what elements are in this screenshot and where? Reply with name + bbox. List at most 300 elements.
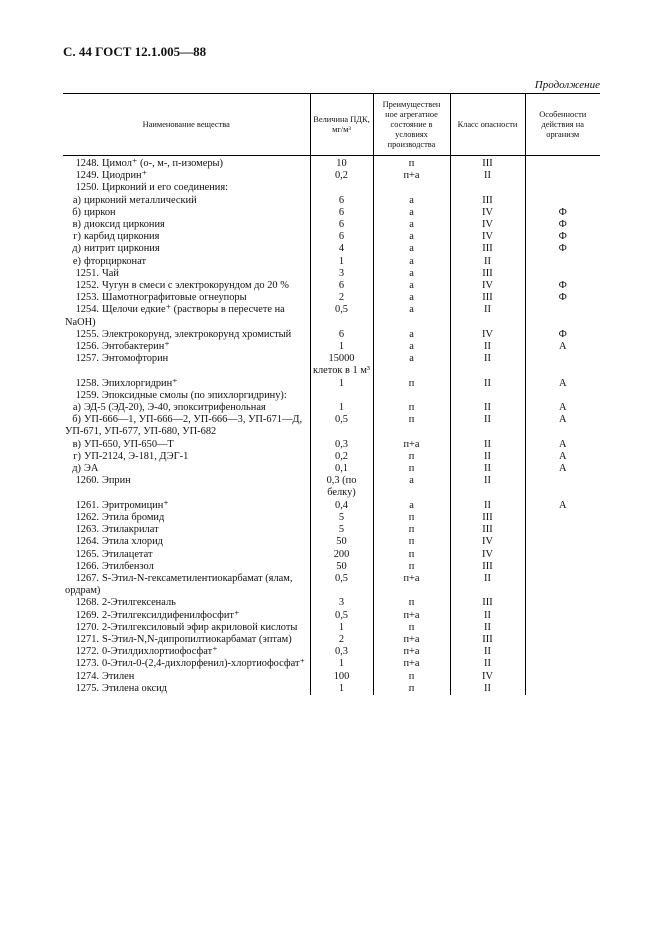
col-header-hazard-class: Класс опасности [450, 94, 525, 156]
cell-state [373, 390, 450, 402]
cell-substance [63, 634, 310, 646]
cell-substance [63, 170, 310, 182]
table-row [63, 500, 600, 512]
cell-state: а [373, 231, 450, 243]
row-number: 1248. [75, 158, 99, 169]
cell-hazard-class: II [450, 622, 525, 634]
row-number: в) [72, 219, 81, 231]
cell-hazard-class [450, 182, 525, 194]
row-number: а) [72, 194, 81, 206]
cell-substance [63, 329, 310, 341]
cell-state: а [373, 280, 450, 292]
cell-state: п+а [373, 610, 450, 622]
cell-features [525, 475, 600, 499]
cell-substance [63, 195, 310, 207]
row-number: 1270. [75, 621, 99, 633]
table-row [63, 256, 600, 268]
cell-features [525, 683, 600, 695]
cell-hazard-class: II [450, 646, 525, 658]
cell-substance [63, 597, 310, 609]
table-row [63, 390, 600, 402]
cell-state: п+а [373, 573, 450, 597]
cell-hazard-class: IV [450, 536, 525, 548]
cell-substance [63, 622, 310, 634]
cell-hazard-class: III [450, 524, 525, 536]
row-number: 1251. [75, 267, 99, 279]
table-row [63, 280, 600, 292]
cell-features [525, 536, 600, 548]
substance-name: Энтомофторин [102, 353, 169, 365]
cell-hazard-class: III [450, 597, 525, 609]
table-row [63, 231, 600, 243]
cell-hazard-class: II [450, 451, 525, 463]
substance-name: S-Этил-N-гексаметилентиокарбамат (ялам, ордрам) [65, 572, 293, 597]
row-number: 1263. [75, 524, 99, 536]
cell-features [525, 597, 600, 609]
cell-features [525, 622, 600, 634]
row-number: 1255. [75, 328, 99, 340]
col-header-features: Особенности действия на организм [525, 94, 600, 156]
table-row [63, 341, 600, 353]
row-number: 1271. [75, 633, 99, 645]
cell-hazard-class: IV [450, 219, 525, 231]
substance-name: Цимол⁺ (о-, м-, п-изомеры) [102, 158, 223, 169]
row-number: 1274. [75, 670, 99, 682]
cell-hazard-class: II [450, 170, 525, 182]
row-number: г) [73, 231, 81, 243]
cell-hazard-class: II [450, 353, 525, 377]
substance-name: Эпоксидные смолы (по эпихлоргидрину): [102, 389, 287, 401]
row-number: 1254. [75, 304, 99, 316]
table-row [63, 634, 600, 646]
cell-state: а [373, 329, 450, 341]
cell-state: п [373, 451, 450, 463]
table-row [63, 353, 600, 377]
cell-hazard-class: IV [450, 671, 525, 683]
row-number: б) [72, 414, 81, 426]
row-number: 1261. [75, 499, 99, 511]
cell-substance [63, 475, 310, 499]
table-row [63, 182, 600, 194]
cell-hazard-class: II [450, 256, 525, 268]
row-number: д) [72, 243, 81, 255]
row-number: 1267. [75, 572, 99, 584]
cell-pdk: 1 [310, 378, 373, 390]
cell-pdk: 1 [310, 622, 373, 634]
cell-substance [63, 341, 310, 353]
cell-pdk: 0,2 [310, 170, 373, 182]
cell-pdk: 3 [310, 597, 373, 609]
cell-state: п [373, 561, 450, 573]
substance-name: УП-650, УП-650—Т [84, 438, 174, 450]
cell-features: Ф [525, 329, 600, 341]
cell-features [525, 304, 600, 328]
cell-hazard-class: II [450, 439, 525, 451]
substance-name: Этилацетат [102, 548, 153, 560]
substance-name: 0-Этил-0-(2,4-дихлорфенил)-хлортиофосфат⁺ [102, 658, 305, 670]
substance-name: 0-Этилдихлортиофосфат⁺ [102, 646, 218, 658]
cell-pdk: 6 [310, 329, 373, 341]
substance-name: ЭД-5 (ЭД-20), Э-40, эпокситрифенольная [84, 402, 266, 414]
cell-state: п [373, 463, 450, 475]
cell-substance [63, 231, 310, 243]
cell-substance [63, 524, 310, 536]
cell-substance [63, 658, 310, 670]
cell-features: Ф [525, 243, 600, 255]
cell-pdk: 0,3 [310, 646, 373, 658]
table-row [63, 536, 600, 548]
cell-state: а [373, 268, 450, 280]
substances-table [63, 93, 600, 695]
cell-state: п+а [373, 170, 450, 182]
cell-hazard-class: IV [450, 280, 525, 292]
cell-features: Ф [525, 231, 600, 243]
cell-features [525, 573, 600, 597]
continuation-label: Продолжение [534, 79, 600, 91]
cell-pdk: 0,5 [310, 414, 373, 438]
cell-hazard-class: IV [450, 329, 525, 341]
table-row [63, 451, 600, 463]
cell-state: а [373, 341, 450, 353]
row-number: 1260. [75, 475, 99, 487]
cell-state: а [373, 195, 450, 207]
cell-hazard-class: II [450, 573, 525, 597]
col-header-substance: Наименование вещества [63, 94, 310, 156]
cell-pdk: 1 [310, 341, 373, 353]
cell-features [525, 390, 600, 402]
cell-features: А [525, 500, 600, 512]
table-row [63, 439, 600, 451]
table-row [63, 243, 600, 255]
cell-hazard-class: II [450, 402, 525, 414]
cell-pdk: 6 [310, 207, 373, 219]
table-row [63, 658, 600, 670]
cell-pdk: 50 [310, 561, 373, 573]
cell-substance [63, 512, 310, 524]
row-number: 1252. [75, 280, 99, 292]
cell-state: а [373, 243, 450, 255]
cell-state: п [373, 156, 450, 171]
row-number: 1275. [75, 682, 99, 694]
row-number: в) [72, 438, 81, 450]
cell-pdk: 6 [310, 280, 373, 292]
cell-pdk: 4 [310, 243, 373, 255]
row-number: 1250. [75, 182, 99, 194]
substance-name: Этилбензол [102, 560, 154, 572]
cell-pdk: 0,3 (по белку) [310, 475, 373, 499]
table-row [63, 549, 600, 561]
substance-name: Этилен [102, 670, 135, 682]
row-number: б) [72, 206, 81, 218]
cell-pdk: 2 [310, 634, 373, 646]
cell-features: А [525, 414, 600, 438]
cell-features [525, 353, 600, 377]
cell-pdk: 0,3 [310, 439, 373, 451]
cell-state: п [373, 512, 450, 524]
cell-features [525, 671, 600, 683]
substance-name: УП-2124, Э-181, ДЭГ-1 [84, 450, 189, 462]
cell-substance [63, 439, 310, 451]
cell-substance [63, 268, 310, 280]
cell-state: п [373, 402, 450, 414]
cell-hazard-class: III [450, 561, 525, 573]
cell-features: А [525, 341, 600, 353]
cell-state: а [373, 304, 450, 328]
cell-pdk: 0,4 [310, 500, 373, 512]
cell-features [525, 170, 600, 182]
substance-name: Этила хлорид [102, 536, 163, 548]
cell-features [525, 156, 600, 171]
substance-name: ЭА [84, 463, 99, 475]
cell-substance [63, 561, 310, 573]
substance-name: Эпихлоргидрин⁺ [102, 377, 178, 389]
substance-name: Цирконий и его соединения: [102, 182, 229, 194]
col-header-pdk: Величина ПДК, мг/м³ [310, 94, 373, 156]
table-body [63, 156, 600, 695]
cell-features [525, 512, 600, 524]
cell-features [525, 182, 600, 194]
cell-pdk: 6 [310, 231, 373, 243]
cell-substance [63, 243, 310, 255]
cell-hazard-class: II [450, 378, 525, 390]
row-number: 1257. [75, 353, 99, 365]
cell-substance [63, 451, 310, 463]
cell-substance [63, 549, 310, 561]
table-row [63, 671, 600, 683]
substance-name: карбид циркония [84, 231, 160, 243]
table-row [63, 304, 600, 328]
cell-substance [63, 536, 310, 548]
cell-hazard-class: II [450, 658, 525, 670]
cell-state: п+а [373, 634, 450, 646]
cell-pdk: 1 [310, 658, 373, 670]
cell-features [525, 634, 600, 646]
cell-hazard-class: II [450, 341, 525, 353]
substance-name: Этилена оксид [102, 682, 167, 694]
cell-features: Ф [525, 219, 600, 231]
cell-hazard-class: III [450, 268, 525, 280]
cell-features [525, 195, 600, 207]
cell-substance [63, 304, 310, 328]
cell-features [525, 549, 600, 561]
cell-hazard-class: III [450, 243, 525, 255]
cell-features [525, 524, 600, 536]
table-row [63, 524, 600, 536]
cell-features: А [525, 451, 600, 463]
cell-substance [63, 182, 310, 194]
row-number: 1268. [75, 597, 99, 609]
cell-state: а [373, 256, 450, 268]
cell-hazard-class: II [450, 683, 525, 695]
row-number: е) [72, 255, 81, 267]
cell-pdk: 200 [310, 549, 373, 561]
cell-hazard-class: II [450, 610, 525, 622]
table-row [63, 622, 600, 634]
cell-pdk: 10 [310, 156, 373, 171]
cell-pdk: 100 [310, 671, 373, 683]
cell-pdk: 0,5 [310, 610, 373, 622]
table-row [63, 207, 600, 219]
cell-state: а [373, 475, 450, 499]
row-number: 1265. [75, 548, 99, 560]
cell-pdk: 5 [310, 512, 373, 524]
table-row [63, 292, 600, 304]
cell-state: п [373, 549, 450, 561]
cell-substance [63, 292, 310, 304]
table-row [63, 512, 600, 524]
cell-features [525, 646, 600, 658]
cell-state: п [373, 378, 450, 390]
cell-pdk: 0,1 [310, 463, 373, 475]
cell-hazard-class [450, 390, 525, 402]
cell-state: п [373, 683, 450, 695]
cell-substance [63, 219, 310, 231]
cell-substance [63, 378, 310, 390]
cell-pdk: 0,5 [310, 573, 373, 597]
cell-substance [63, 683, 310, 695]
row-number: 1272. [75, 646, 99, 658]
row-number: а) [72, 402, 81, 414]
cell-pdk: 2 [310, 292, 373, 304]
cell-features [525, 610, 600, 622]
cell-substance [63, 256, 310, 268]
row-number: 1258. [75, 377, 99, 389]
substance-name: S-Этил-N,N-дипропилтиокарбамат (эптам) [102, 633, 292, 645]
table-row [63, 170, 600, 182]
cell-substance [63, 390, 310, 402]
substance-name: Электрокорунд, электрокорунд хромистый [102, 328, 292, 340]
cell-state: п+а [373, 658, 450, 670]
row-number: 1253. [75, 292, 99, 304]
table-row [63, 402, 600, 414]
substance-name: Циодрин⁺ [102, 170, 148, 182]
row-number: 1262. [75, 511, 99, 523]
table-row [63, 378, 600, 390]
cell-state: п [373, 536, 450, 548]
cell-substance [63, 353, 310, 377]
cell-pdk [310, 182, 373, 194]
cell-features: Ф [525, 292, 600, 304]
cell-features: Ф [525, 280, 600, 292]
col-header-state: Преимуществен ное агрегатное состояние в условиях производства [373, 94, 450, 156]
cell-state: п [373, 524, 450, 536]
substance-name: Эприн [102, 475, 131, 487]
table-row [63, 561, 600, 573]
table-row [63, 683, 600, 695]
cell-hazard-class: III [450, 156, 525, 171]
substance-name: Этилакрилат [102, 524, 159, 536]
substance-name: Шамотнографитовые огнеупоры [102, 292, 247, 304]
row-number: 1266. [75, 560, 99, 572]
cell-hazard-class: II [450, 304, 525, 328]
table-row [63, 463, 600, 475]
cell-features: А [525, 463, 600, 475]
cell-pdk [310, 390, 373, 402]
table-row [63, 268, 600, 280]
cell-state: п [373, 597, 450, 609]
table-row [63, 646, 600, 658]
cell-substance [63, 610, 310, 622]
cell-hazard-class: II [450, 500, 525, 512]
cell-hazard-class: II [450, 475, 525, 499]
substance-name: Этила бромид [102, 511, 165, 523]
cell-substance [63, 414, 310, 438]
cell-state: п+а [373, 646, 450, 658]
cell-hazard-class: III [450, 195, 525, 207]
cell-hazard-class: II [450, 463, 525, 475]
cell-features: Ф [525, 207, 600, 219]
table-row [63, 219, 600, 231]
table-row [63, 475, 600, 499]
cell-hazard-class: IV [450, 549, 525, 561]
cell-hazard-class: III [450, 634, 525, 646]
page-title: С. 44 ГОСТ 12.1.005—88 [63, 44, 207, 59]
cell-state: а [373, 219, 450, 231]
cell-substance [63, 573, 310, 597]
cell-state: а [373, 207, 450, 219]
row-number: д) [72, 463, 81, 475]
substance-name: Чугун в смеси с электрокорундом до 20 % [102, 280, 289, 292]
row-number: 1269. [75, 609, 99, 621]
cell-pdk: 1 [310, 256, 373, 268]
cell-pdk: 0,5 [310, 304, 373, 328]
cell-substance [63, 280, 310, 292]
substance-name: УП-666—1, УП-666—2, УП-666—3, УП-671—Д, УП-671, УП-677, УП-680, УП-682 [65, 414, 303, 438]
cell-features [525, 256, 600, 268]
cell-features: А [525, 439, 600, 451]
table-row [63, 195, 600, 207]
cell-state: а [373, 353, 450, 377]
table-row [63, 414, 600, 438]
substance-name: Эритромицин⁺ [102, 499, 169, 511]
cell-state: а [373, 292, 450, 304]
table-row [63, 329, 600, 341]
cell-substance [63, 463, 310, 475]
substance-name: 2-Этилгексеналь [102, 597, 176, 609]
cell-pdk: 1 [310, 683, 373, 695]
cell-substance [63, 207, 310, 219]
cell-pdk: 3 [310, 268, 373, 280]
row-number: г) [73, 450, 81, 462]
row-number: 1259. [75, 389, 99, 401]
cell-substance [63, 671, 310, 683]
table-row [63, 156, 600, 171]
cell-substance [63, 156, 310, 171]
cell-pdk: 6 [310, 195, 373, 207]
cell-state: п [373, 414, 450, 438]
cell-features: А [525, 378, 600, 390]
cell-state [373, 182, 450, 194]
cell-hazard-class: III [450, 292, 525, 304]
cell-features: А [525, 402, 600, 414]
substance-name: 2-Этилгексиловый эфир акриловой кислоты [102, 621, 298, 633]
cell-features [525, 268, 600, 280]
substance-name: 2-Этилгексилдифенилфосфит⁺ [102, 609, 240, 621]
cell-hazard-class: IV [450, 231, 525, 243]
cell-hazard-class: II [450, 414, 525, 438]
cell-pdk: 50 [310, 536, 373, 548]
cell-state: п+а [373, 439, 450, 451]
substance-name: Чай [102, 267, 119, 279]
cell-state: п [373, 622, 450, 634]
row-number: 1249. [75, 170, 99, 182]
row-number: 1273. [75, 658, 99, 670]
cell-substance [63, 402, 310, 414]
substance-name: Энтобактерин⁺ [102, 341, 170, 353]
substance-name: фторцирконат [84, 255, 147, 267]
cell-features [525, 561, 600, 573]
cell-hazard-class: IV [450, 207, 525, 219]
